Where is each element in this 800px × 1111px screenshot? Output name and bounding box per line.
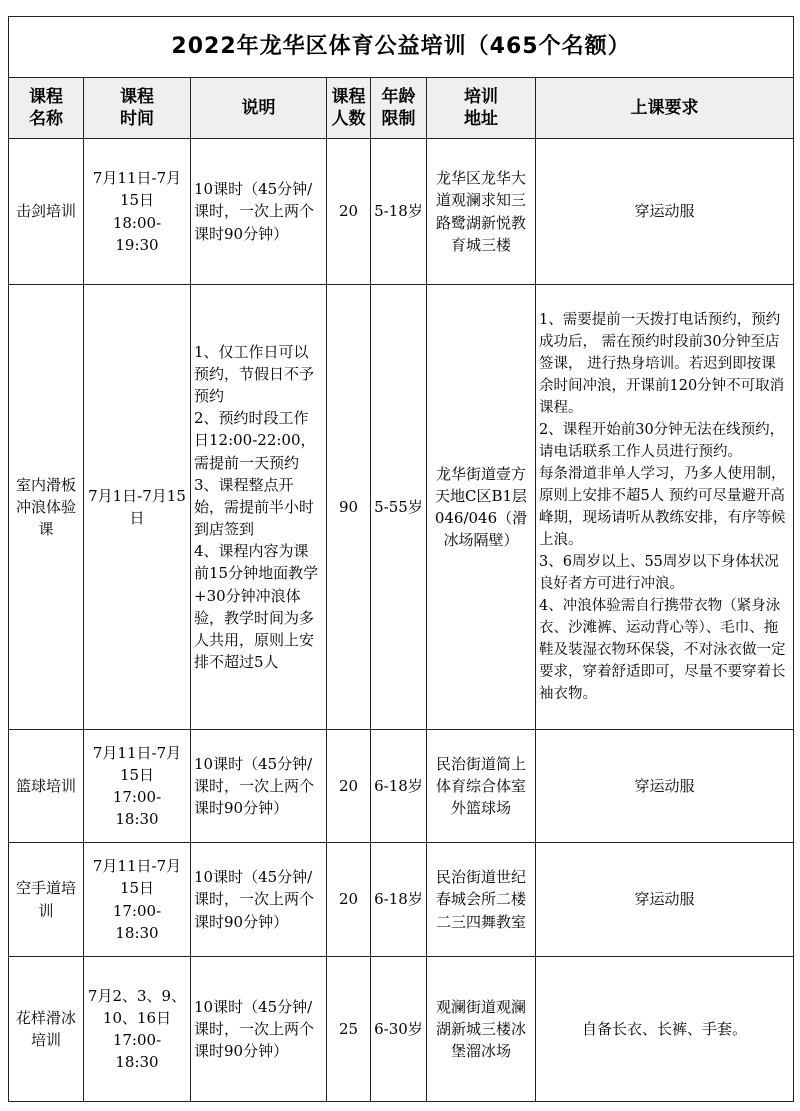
header-count: 课程 人数	[327, 78, 371, 139]
course-description: 10课时（45分钟/课时，一次上两个课时90分钟）	[191, 730, 327, 843]
course-description: 10课时（45分钟/课时，一次上两个课时90分钟）	[191, 957, 327, 1102]
age-limit: 5-18岁	[371, 139, 427, 285]
course-name: 花样滑冰培训	[9, 957, 84, 1102]
header-row	[9, 78, 794, 139]
age-limit: 6-18岁	[371, 843, 427, 957]
course-description: 10课时（45分钟/课时，一次上两个课时90分钟）	[191, 139, 327, 285]
class-requirement: 穿运动服	[536, 843, 794, 957]
course-name: 室内滑板冲浪体验课	[9, 285, 84, 730]
course-time: 7月11日-7月15日 17:00- 18:30	[84, 843, 191, 957]
course-name: 空手道培训	[9, 843, 84, 957]
header-requirement: 上课要求	[536, 78, 794, 139]
course-name: 篮球培训	[9, 730, 84, 843]
course-name: 击剑培训	[9, 139, 84, 285]
table-row	[9, 957, 794, 1102]
table-row	[9, 285, 794, 730]
header-course-time: 课程 时间	[84, 78, 191, 139]
class-requirement: 自备长衣、长裤、手套。	[536, 957, 794, 1102]
training-address: 民治街道世纪春城会所二楼二三四舞教室	[427, 843, 536, 957]
class-requirement: 1、需要提前一天拨打电话预约，预约成功后， 需在预约时段前30分钟至店签课， 进行热身培训。若迟到即按课余时间冲浪，开课前120分钟不可取消课程。 2、课程开始前30分钟无法在线预约，请电话联系工作人员进行预约。 每条滑道非单人学习，乃多人使用制，原则上安排不超5人 预约可尽量避开高峰期，现场请听从教练安排，有序等候上浪。 3、6周岁以上、55周岁以下身体状况良好者方可进行冲浪。 4、冲浪体验需自行携带衣物（紧身泳衣、沙滩裤、运动背心等）、毛巾、拖鞋及装湿衣物环保袋，不对泳衣做一定要求，穿着舒适即可，尽量不要穿着长袖衣物。	[536, 285, 794, 730]
course-count: 20	[327, 139, 371, 285]
header-address: 培训 地址	[427, 78, 536, 139]
course-time: 7月11日-7月15日 18:00- 19:30	[84, 139, 191, 285]
training-address: 民治街道简上体育综合体室外篮球场	[427, 730, 536, 843]
course-description: 10课时（45分钟/课时，一次上两个课时90分钟）	[191, 843, 327, 957]
course-count: 90	[327, 285, 371, 730]
table-row	[9, 843, 794, 957]
course-time: 7月2、3、9、10、16日 17:00- 18:30	[84, 957, 191, 1102]
header-course-name: 课程 名称	[9, 78, 84, 139]
table-row	[9, 139, 794, 285]
course-count: 25	[327, 957, 371, 1102]
age-limit: 5-55岁	[371, 285, 427, 730]
table-row	[9, 730, 794, 843]
course-time: 7月11日-7月15日 17:00- 18:30	[84, 730, 191, 843]
class-requirement: 穿运动服	[536, 730, 794, 843]
training-schedule-table	[8, 16, 794, 1102]
course-description: 1、仅工作日可以预约，节假日不予预约 2、预约时段工作日12:00-22:00，需提前一天预约 3、课程整点开始，需提前半小时到店签到 4、课程内容为课前15分钟地面教学+30分钟冲浪体验，教学时间为多人共用，原则上安排不超过5人	[191, 285, 327, 730]
training-address: 龙华街道壹方天地C区B1层046/046（滑冰场隔壁）	[427, 285, 536, 730]
header-description: 说明	[191, 78, 327, 139]
course-count: 20	[327, 843, 371, 957]
header-age: 年龄 限制	[371, 78, 427, 139]
age-limit: 6-30岁	[371, 957, 427, 1102]
training-address: 龙华区龙华大道观澜求知三路鹭湖新悦教育城三楼	[427, 139, 536, 285]
course-time: 7月1日-7月15日	[84, 285, 191, 730]
training-address: 观澜街道观澜湖新城三楼冰堡溜冰场	[427, 957, 536, 1102]
class-requirement: 穿运动服	[536, 139, 794, 285]
age-limit: 6-18岁	[371, 730, 427, 843]
table-title: 2022年龙华区体育公益培训（465个名额）	[9, 17, 794, 78]
course-count: 20	[327, 730, 371, 843]
